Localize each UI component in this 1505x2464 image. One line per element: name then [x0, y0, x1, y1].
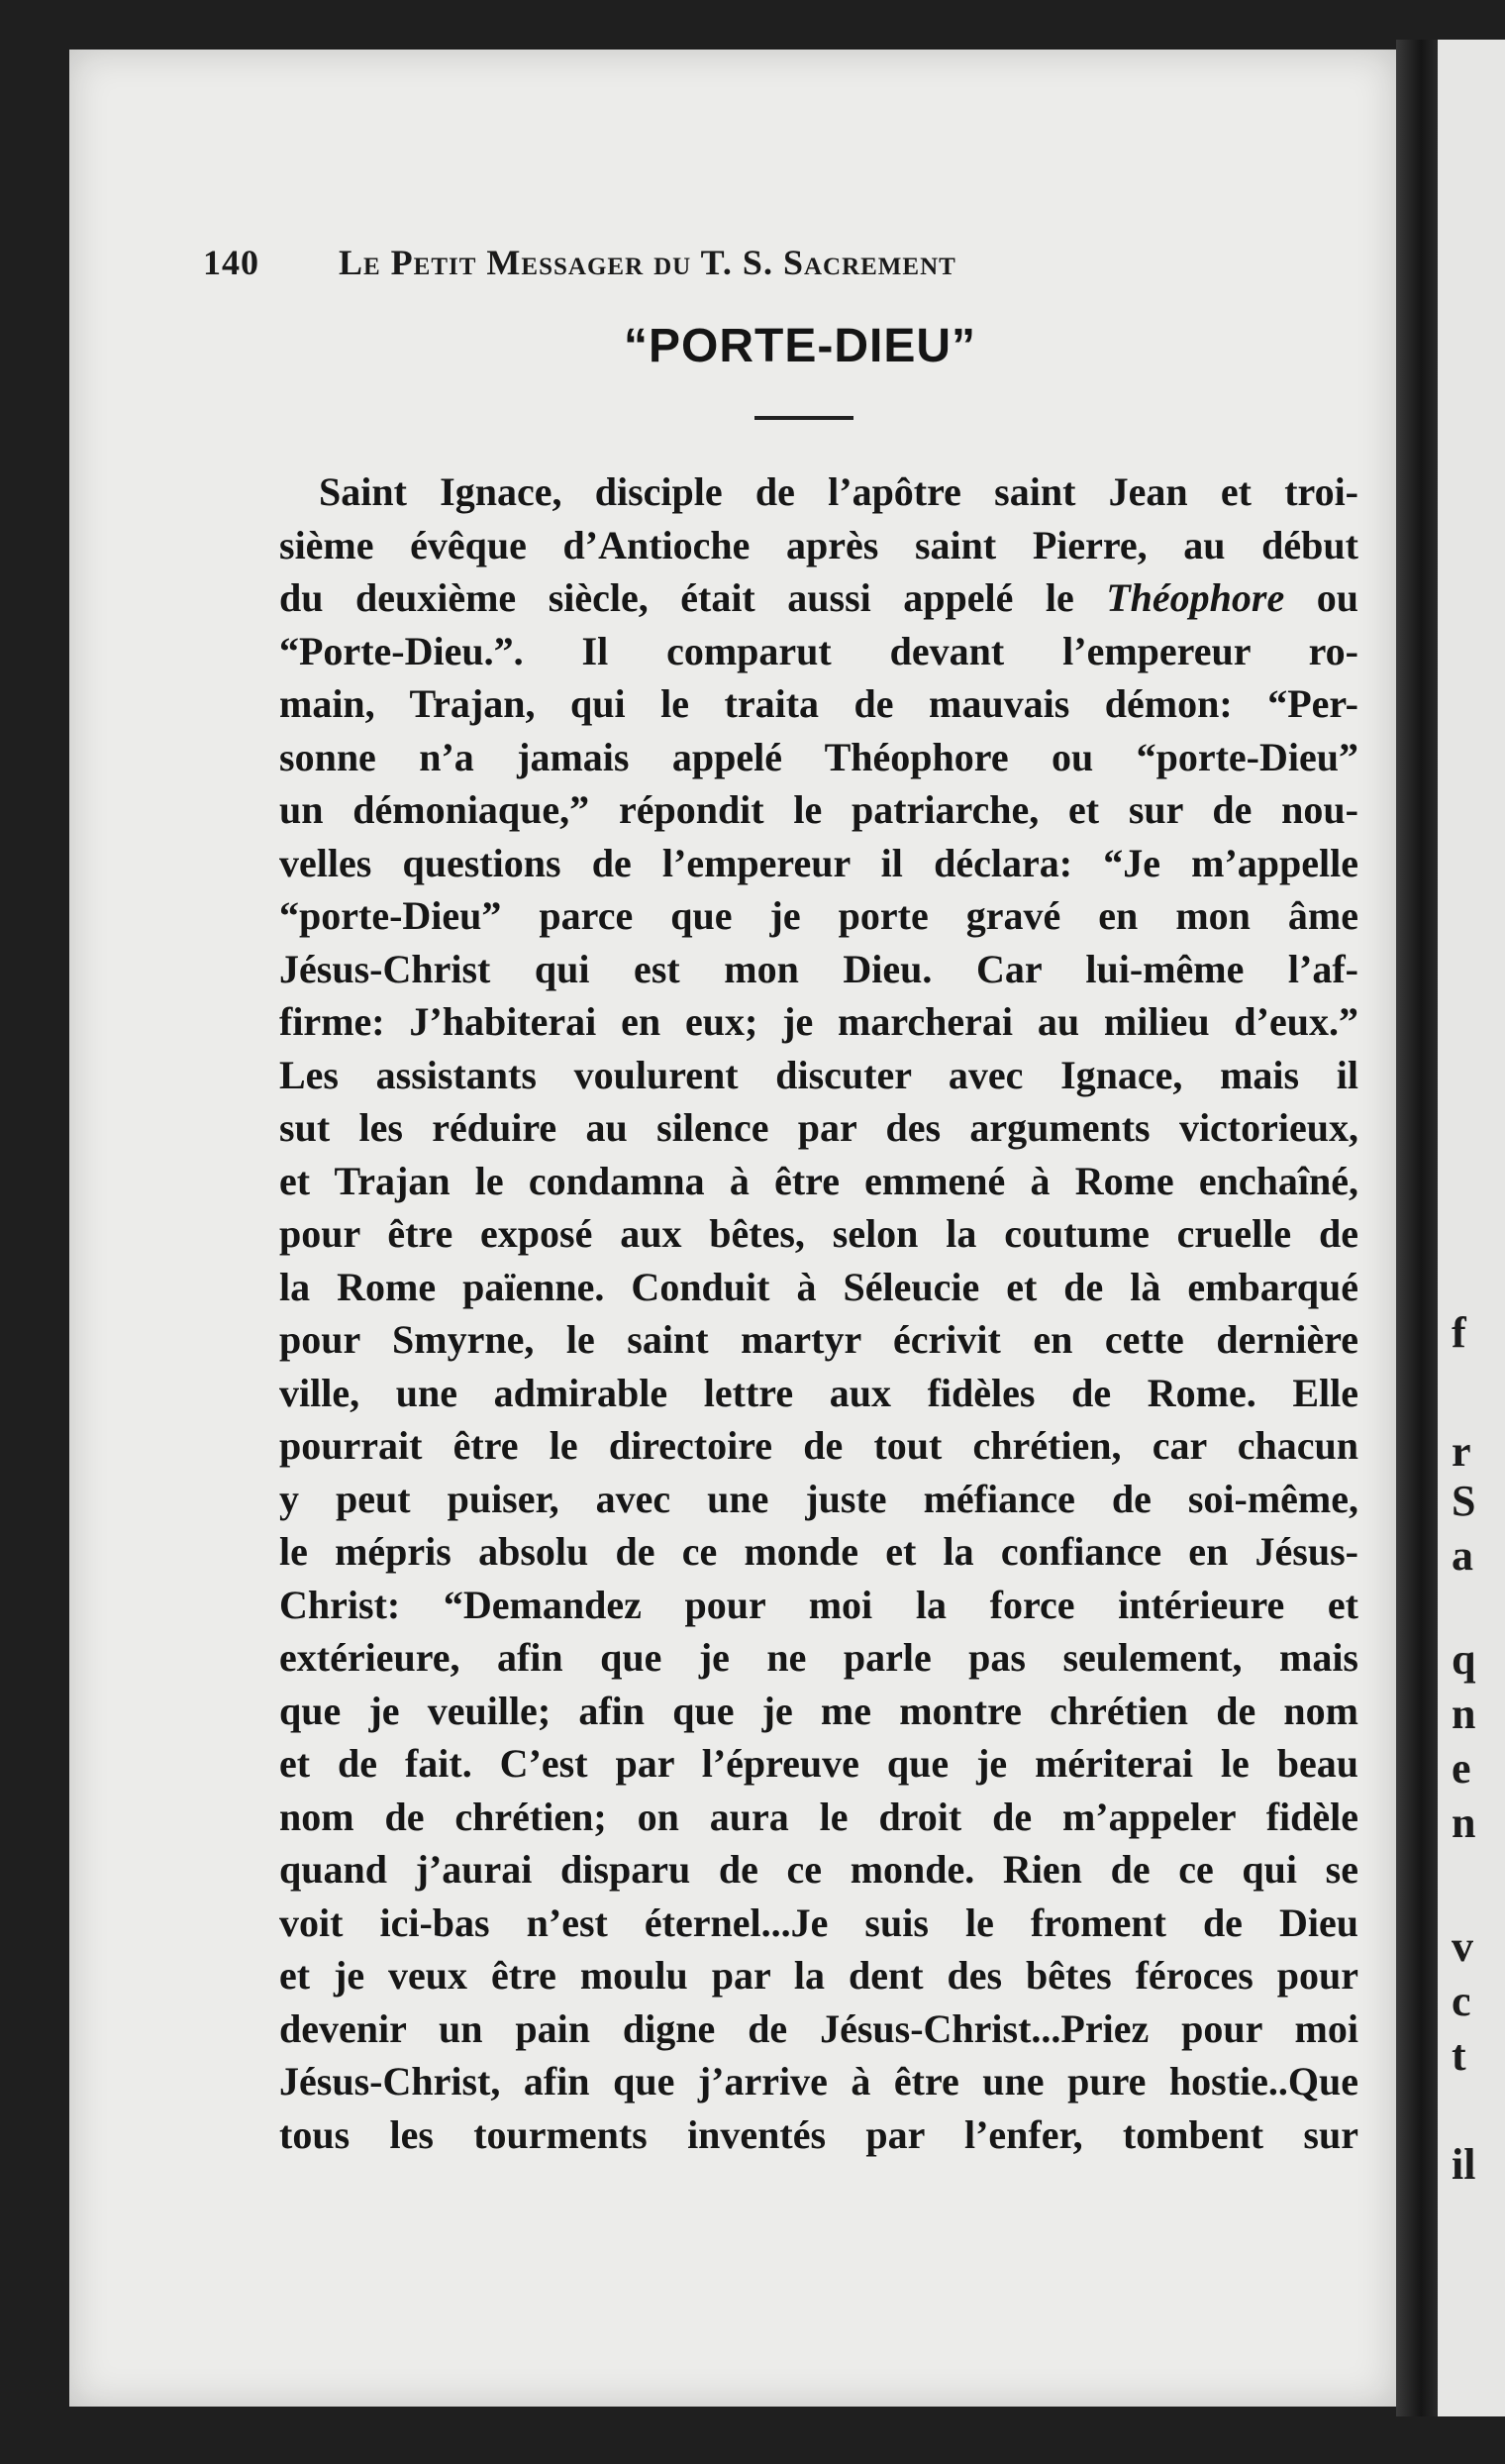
- page-number: 140: [203, 243, 259, 282]
- text-line: [279, 625, 1358, 678]
- text-segment: pourrait être le directoire de tout chrétien, car chacun: [279, 1423, 1358, 1468]
- facing-page-fragment: e: [1452, 1744, 1471, 1793]
- text-segment: “porte-Dieu” parce que je porte gravé en mon âme: [279, 893, 1358, 938]
- title-rule: [754, 416, 853, 420]
- text-segment: Jésus-Christ qui est mon Dieu. Car lui-même l’af-: [279, 946, 1358, 991]
- text-line: [279, 1843, 1358, 1897]
- facing-page-fragment: il: [1452, 2140, 1476, 2189]
- text-line: [279, 1049, 1358, 1102]
- text-line: [279, 1473, 1358, 1526]
- text-line: [279, 1685, 1358, 1738]
- facing-page-fragment: n: [1452, 1798, 1476, 1847]
- text-line: [279, 519, 1358, 572]
- facing-page-fragment: q: [1452, 1635, 1476, 1684]
- text-segment: que je veuille; afin que je me montre chrétien de nom: [279, 1688, 1358, 1733]
- text-line: [279, 1101, 1358, 1155]
- text-line: [279, 1155, 1358, 1208]
- text-segment: voit ici-bas n’est éternel...Je suis le froment de Dieu: [279, 1899, 1358, 1945]
- text-line: [279, 677, 1358, 731]
- text-segment: firme: J’habiterai en eux; je marcherai au milieu d’eux.”: [279, 999, 1358, 1044]
- italic-term: Théophore: [1106, 575, 1285, 620]
- text-line: [279, 1419, 1358, 1473]
- text-segment: sut les réduire au silence par des arguments victorieux,: [279, 1105, 1358, 1150]
- text-line: [279, 1313, 1358, 1367]
- text-line: [279, 571, 1358, 625]
- text-segment: velles questions de l’empereur il déclara: “Je m’appelle: [279, 840, 1358, 885]
- text-segment: y peut puiser, avec une juste méfiance de soi-même,: [279, 1476, 1358, 1521]
- text-segment: du deuxième siècle, était aussi appelé le: [279, 575, 1107, 620]
- text-segment: ou: [1284, 575, 1358, 620]
- text-line: [279, 1207, 1358, 1261]
- text-line: [279, 837, 1358, 890]
- text-line: [279, 2055, 1358, 2108]
- text-line: [279, 1367, 1358, 1420]
- text-line: [279, 1525, 1358, 1579]
- book-gutter: [1396, 40, 1438, 2416]
- text-segment: nom de chrétien; on aura le droit de m’appeler fidèle: [279, 1794, 1358, 1839]
- text-line: [279, 783, 1358, 837]
- text-segment: la Rome païenne. Conduit à Séleucie et de là embarqué: [279, 1264, 1358, 1309]
- text-segment: “Porte-Dieu.”. Il comparut devant l’empereur ro-: [279, 628, 1358, 673]
- text-line: [279, 1791, 1358, 1844]
- facing-page-fragment: t: [1452, 2031, 1466, 2080]
- text-segment: et de fait. C’est par l’épreuve que je mériterai le beau: [279, 1741, 1358, 1786]
- article-title: “PORTE-DIEU”: [624, 320, 977, 372]
- text-line: [279, 1949, 1358, 2002]
- text-segment: Les assistants voulurent discuter avec Ignace, mais il: [279, 1052, 1358, 1097]
- facing-page-fragment: S: [1452, 1477, 1476, 1525]
- text-segment: un démoniaque,” répondit le patriarche, et sur de nou-: [279, 787, 1358, 832]
- running-header: [203, 242, 1193, 301]
- text-segment: le mépris absolu de ce monde et la confiance en Jésus-: [279, 1529, 1358, 1574]
- text-segment: quand j’aurai disparu de ce monde. Rien de ce qui se: [279, 1847, 1358, 1892]
- article-body: [279, 465, 1358, 2161]
- text-line: [279, 995, 1358, 1049]
- text-line: [279, 465, 1358, 519]
- text-segment: sième évêque d’Antioche après saint Pierre, au début: [279, 522, 1358, 567]
- text-segment: et Trajan le condamna à être emmené à Rome enchaîné,: [279, 1158, 1358, 1203]
- text-segment: extérieure, afin que je ne parle pas seulement, mais: [279, 1635, 1358, 1680]
- text-line: [279, 1897, 1358, 1950]
- text-segment: Jésus-Christ, afin que j’arrive à être une pure hostie..Que: [279, 2059, 1358, 2104]
- text-line: [279, 1631, 1358, 1685]
- running-head-title: Le Petit Messager du T. S. Sacrement: [339, 243, 956, 282]
- text-line: [279, 889, 1358, 943]
- text-line: [279, 2108, 1358, 2162]
- facing-page-fragment: r: [1452, 1427, 1471, 1476]
- facing-page-fragment: v: [1452, 1922, 1473, 1971]
- facing-page-fragment: f: [1452, 1308, 1466, 1357]
- text-segment: sonne n’a jamais appelé Théophore ou “porte-Dieu”: [279, 734, 1358, 779]
- facing-page-edge: [1438, 40, 1505, 2416]
- text-line: [279, 1579, 1358, 1632]
- text-segment: devenir un pain digne de Jésus-Christ...Priez pour moi: [279, 2005, 1358, 2051]
- text-line: [279, 731, 1358, 784]
- facing-page-fragment: a: [1452, 1531, 1473, 1580]
- text-segment: ville, une admirable lettre aux fidèles de Rome. Elle: [279, 1370, 1358, 1415]
- text-segment: et je veux être moulu par la dent des bêtes féroces pour: [279, 1953, 1358, 1998]
- text-segment: pour être exposé aux bêtes, selon la coutume cruelle de: [279, 1211, 1358, 1256]
- facing-page-fragment: n: [1452, 1690, 1476, 1738]
- text-segment: Christ: “Demandez pour moi la force intérieure et: [279, 1582, 1358, 1627]
- text-line: [279, 1737, 1358, 1791]
- text-line: [279, 1261, 1358, 1314]
- text-segment: tous les tourments inventés par l’enfer, tombent sur: [279, 2111, 1358, 2157]
- text-line: [279, 2002, 1358, 2056]
- text-line: [279, 943, 1358, 996]
- text-segment: Saint Ignace, disciple de l’apôtre saint Jean et troi-: [319, 469, 1358, 514]
- facing-page-fragment: c: [1452, 1977, 1471, 2025]
- text-segment: pour Smyrne, le saint martyr écrivit en cette dernière: [279, 1317, 1358, 1362]
- text-segment: main, Trajan, qui le traita de mauvais démon: “Per-: [279, 681, 1358, 726]
